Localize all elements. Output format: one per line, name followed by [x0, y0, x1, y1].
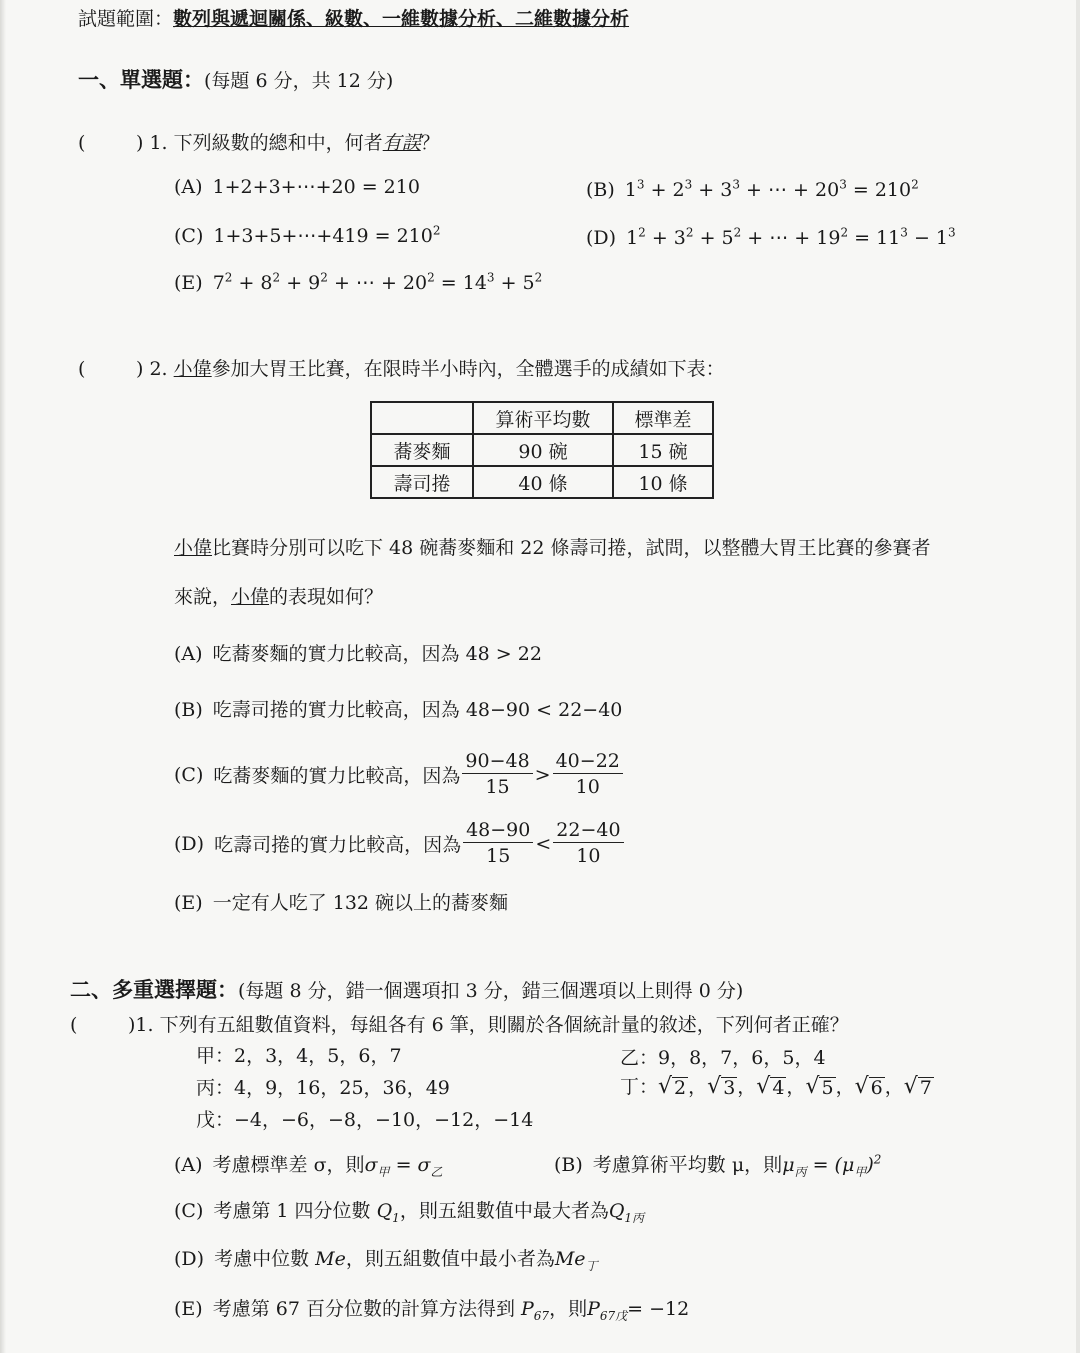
question-stem: 參加大胃王比賽，在限時半小時內，全體選手的成績如下表： [211, 358, 725, 380]
option-label: (D) [174, 1248, 205, 1270]
mq1-option-b [554, 1150, 881, 1180]
question-stem: 下列級數的總和中，何者 [173, 132, 383, 154]
mq1-option-d [174, 1244, 598, 1274]
answer-blank[interactable]: ( [70, 1014, 78, 1036]
q1-option-d [586, 226, 956, 249]
person-name: 小偉 [174, 537, 213, 559]
fraction [462, 749, 532, 800]
answer-blank[interactable]: ( [78, 132, 86, 154]
option-math: 1+3+5+⋯+419 = $210^2$ [213, 224, 441, 248]
option-label: (A) [174, 643, 203, 665]
table-row [371, 466, 713, 498]
multi-question-1 [70, 1010, 849, 1037]
page-scan-edge [0, 0, 6, 1353]
option-math: $P_{67戊}$ [587, 1298, 628, 1323]
mq1-option-e [174, 1294, 689, 1324]
option-math: $1^3 + 2^3 + 3^3$ + ⋯ + $20^3 = 210^2$ [624, 178, 919, 202]
table-header-row [371, 402, 713, 434]
option-label: (B) [554, 1154, 583, 1176]
paren-close: ) [136, 358, 144, 380]
data-label: 丁： [620, 1076, 659, 1098]
option-math: $Q_1$ [370, 1200, 400, 1225]
stem-end: ？ [420, 132, 440, 154]
option-text: ，則 [549, 1298, 588, 1320]
section-1-title [78, 64, 393, 94]
option-label: (C) [174, 1200, 204, 1222]
data-set-bing: 丙：4，9，16，25，36，49 [196, 1077, 450, 1099]
section-2-title [70, 974, 743, 1004]
numerator: 90−48 [462, 749, 532, 774]
option-text: 吃蕎麥麵的實力比較高，因為 [213, 765, 461, 787]
radicand: 5 [821, 1077, 834, 1099]
q2-option-b [174, 695, 622, 722]
option-math: $1^2 + 3^2 + 5^2$ + ⋯ + $19^2 = 11^3 - 1^3$ [626, 226, 956, 250]
radicand: 6 [870, 1077, 883, 1099]
numerator: 22−40 [553, 818, 623, 843]
option-label: (A) [174, 1154, 203, 1176]
option-math: $\mu_丙 = (\mu_甲)^2$ [782, 1152, 882, 1179]
data-set-yi: 乙：9，8，7，6，5，4 [620, 1047, 826, 1069]
option-math: $Q_{1丙}$ [608, 1200, 645, 1225]
q2-option-d [174, 818, 626, 869]
q1-option-a [174, 176, 420, 198]
option-text: 考慮第 1 四分位數 [213, 1200, 371, 1222]
data-set-ding: 丁： √ 2 ， √ 3 ， √ 4 ， √ 5 ， √ 6 ， √ 7 [620, 1074, 932, 1099]
option-text: 一定有人吃了 132 碗以上的蕎麥麵 [212, 892, 509, 914]
option-label: (B) [174, 699, 203, 721]
option-label: (D) [586, 227, 617, 250]
fraction [463, 818, 533, 869]
option-label: (E) [174, 1298, 203, 1320]
mq1-option-a [174, 1150, 443, 1180]
section-1-note: (每題 6 分，共 12 分) [204, 70, 394, 92]
option-label: (B) [586, 179, 615, 202]
option-math: $Me_丁$ [554, 1248, 598, 1273]
q2-option-c [174, 749, 625, 800]
option-math: $7^2 + 8^2 + 9^2$ + ⋯ + $20^2 = 14^3 + 5^2$ [212, 271, 543, 295]
body-text: 比賽時分別可以吃下 48 碗蕎麥麵和 22 條壽司捲，試問，以整體大胃王比賽的參賽者 [212, 537, 931, 559]
scope-label: 試題範圍： [78, 8, 174, 30]
option-label: (C) [174, 763, 204, 786]
scope-topics: 數列與遞迴關係、級數、一維數據分析、二維數據分析 [173, 8, 630, 30]
table-cell: 40 條 [473, 466, 613, 498]
option-label: (E) [174, 272, 203, 295]
stem-emphasis: 有誤 [382, 132, 421, 154]
q2-option-a [174, 639, 542, 666]
table-header-sd: 標準差 [613, 402, 713, 434]
option-text: 吃壽司捲的實力比較高，因為 48−90 < 22−40 [212, 699, 623, 721]
comparison-op: > [534, 763, 551, 786]
answer-blank[interactable]: ( [78, 358, 86, 380]
question-number: 1. [149, 132, 168, 154]
page-scan-edge-right [1076, 0, 1080, 1353]
exam-scope-header [78, 4, 629, 31]
person-name: 小偉 [231, 586, 270, 608]
results-table [370, 401, 714, 499]
table-cell: 壽司捲 [371, 466, 473, 498]
option-label: (D) [174, 832, 205, 855]
body-text: 來說， [174, 586, 232, 608]
table-cell: 90 碗 [473, 434, 613, 466]
q2-body-line-1 [174, 533, 931, 560]
radicand: 2 [674, 1077, 687, 1099]
radicand: 3 [723, 1077, 736, 1099]
comparison-op: < [535, 832, 552, 855]
denominator: 15 [486, 845, 511, 867]
option-math: Me [309, 1248, 346, 1270]
option-text: 吃壽司捲的實力比較高，因為 [214, 834, 462, 856]
q2-body-line-2 [174, 582, 383, 609]
option-value: = −12 [627, 1298, 690, 1320]
body-text: 的表現如何？ [269, 586, 384, 608]
option-text: 1+2+3+⋯+20 = 210 [212, 176, 420, 198]
table-cell: 蕎麥麵 [371, 434, 473, 466]
denominator: 15 [485, 776, 510, 798]
table-cell: 10 條 [613, 466, 713, 498]
person-name: 小偉 [173, 358, 212, 380]
section-2-note: (每題 8 分，錯一個選項扣 3 分，錯三個選項以上則得 0 分) [238, 980, 744, 1002]
paren-close: ) [136, 132, 144, 154]
fraction [553, 749, 623, 800]
option-text: 考慮第 67 百分位數的計算方法得到 [212, 1298, 515, 1320]
denominator: 10 [576, 845, 601, 867]
option-label: (C) [174, 225, 204, 248]
fraction [553, 818, 623, 869]
denominator: 10 [575, 776, 600, 798]
option-math: $\sigma_甲 = \sigma_乙$ [364, 1154, 443, 1179]
data-set-wu: 戊：−4，−6，−8，−10，−12，−14 [196, 1109, 534, 1131]
option-text: 考慮算術平均數 μ，則 [592, 1154, 783, 1176]
option-text: 考慮標準差 σ，則 [212, 1154, 365, 1176]
table-cell [371, 402, 473, 434]
option-label: (E) [174, 892, 203, 914]
option-text: ，則五組數值中最小者為 [345, 1248, 555, 1270]
numerator: 48−90 [463, 818, 533, 843]
table-cell: 15 碗 [613, 434, 713, 466]
question-number: 2. [149, 358, 168, 380]
q1-option-c [174, 224, 441, 247]
option-label: (A) [174, 176, 203, 198]
radicand: 4 [772, 1077, 785, 1099]
question-1 [78, 128, 440, 155]
section-2-heading: 二、多重選擇題： [70, 977, 238, 1002]
data-set-jia: 甲：2，3，4，5，6，7 [196, 1045, 402, 1067]
q1-option-e [174, 271, 542, 294]
section-1-heading: 一、單選題： [78, 67, 204, 92]
table-row [371, 434, 713, 466]
radicand: 7 [919, 1077, 932, 1099]
q1-option-b [586, 178, 919, 201]
option-text: 考慮中位數 [214, 1248, 310, 1270]
question-2 [78, 354, 725, 381]
q2-option-e [174, 888, 508, 915]
question-stem: 下列有五組數值資料，每組各有 6 筆，則關於各個統計量的敘述，下列何者正確？ [159, 1014, 849, 1036]
table-header-mean: 算術平均數 [473, 402, 613, 434]
option-math: $P_{67}$ [514, 1298, 550, 1323]
paren-close: )1. [128, 1014, 154, 1036]
option-text: 吃蕎麥麵的實力比較高，因為 48 > 22 [212, 643, 542, 665]
mq1-option-c [174, 1196, 644, 1226]
option-text: ，則五組數值中最大者為 [399, 1200, 609, 1222]
numerator: 40−22 [553, 749, 623, 774]
